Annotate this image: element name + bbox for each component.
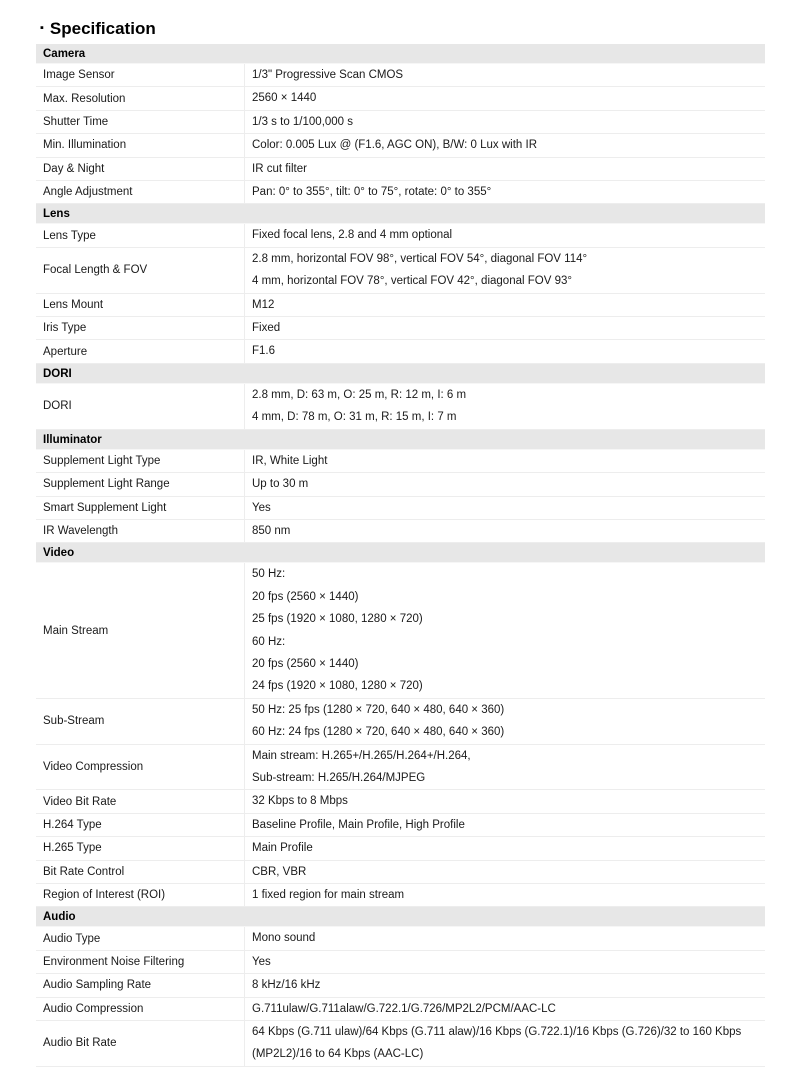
spec-row-value	[245, 111, 765, 133]
spec-row	[36, 699, 765, 745]
spec-row-value	[245, 951, 765, 973]
spec-row	[36, 951, 765, 974]
spec-value-line: 1/3" Progressive Scan CMOS	[252, 69, 404, 81]
spec-row	[36, 158, 765, 181]
spec-value-line: 2.8 mm, D: 63 m, O: 25 m, R: 12 m, I: 6 m	[252, 388, 467, 401]
spec-row-value	[245, 814, 765, 836]
spec-row-value	[245, 384, 765, 429]
spec-row	[36, 473, 765, 496]
spec-value-line: IR, White Light	[252, 454, 328, 467]
spec-row-label: Environment Noise Filtering	[36, 951, 245, 973]
spec-row	[36, 340, 765, 363]
spec-value-line: Up to 30 m	[252, 478, 309, 491]
section-header-video: Video	[36, 543, 765, 563]
spec-value-line: Sub-stream: H.265/H.264/MJPEG	[252, 771, 426, 784]
section-header-camera: Camera	[36, 44, 765, 64]
spec-value-line: Yes	[252, 955, 271, 968]
spec-row	[36, 998, 765, 1021]
spec-value-line: 25 fps (1920 × 1080, 1280 × 720)	[252, 613, 423, 626]
spec-row-label: Audio Compression	[36, 998, 245, 1020]
section-header-illuminator: Illuminator	[36, 430, 765, 450]
spec-value-line: Fixed	[252, 322, 281, 335]
spec-row-value	[245, 745, 765, 790]
spec-row-label: Lens Mount	[36, 294, 245, 316]
spec-row-label: Video Bit Rate	[36, 790, 245, 812]
spec-row-value	[245, 224, 765, 246]
spec-value-line: Fixed focal lens, 2.8 and 4 mm optional	[252, 229, 453, 242]
spec-row-label: Image Sensor	[36, 64, 245, 86]
spec-row	[36, 974, 765, 997]
spec-value-line: 1 fixed region for main stream	[252, 889, 405, 901]
spec-row-value	[245, 248, 765, 293]
spec-row-value	[245, 158, 765, 180]
spec-row	[36, 450, 765, 473]
spec-value-line: 4 mm, horizontal FOV 78°, vertical FOV 42°, diagonal FOV 93°	[252, 275, 572, 288]
spec-row-value	[245, 497, 765, 519]
page-title	[40, 19, 800, 39]
spec-row-value	[245, 294, 765, 316]
spec-row	[36, 927, 765, 950]
spec-row-value	[245, 790, 765, 812]
page-title-text: Specification	[49, 19, 156, 38]
spec-row-value	[245, 450, 765, 472]
section-header-lens: Lens	[36, 204, 765, 224]
spec-row-label: Video Compression	[36, 745, 245, 790]
spec-value-line: Mono sound	[252, 932, 316, 945]
spec-row-label: Focal Length & FOV	[36, 248, 245, 293]
spec-row-label: Region of Interest (ROI)	[36, 884, 245, 906]
spec-row-label: Audio Type	[36, 927, 245, 949]
spec-row-label: H.264 Type	[36, 814, 245, 836]
spec-row-label: Max. Resolution	[36, 87, 245, 109]
spec-row-value	[245, 861, 765, 883]
spec-value-line: 64 Kbps (G.711 ulaw)/64 Kbps (G.711 alaw)/16 Kbps (G.722.1)/16 Kbps (G.726)/32 to 160 Kbps (MP2L2)/16 to 64 Kbps (AAC-LC)	[252, 1026, 742, 1061]
spec-row	[36, 563, 765, 698]
spec-row	[36, 745, 765, 791]
spec-row-label: Sub-Stream	[36, 699, 245, 744]
spec-row-value	[245, 837, 765, 859]
spec-row	[36, 181, 765, 204]
spec-row-label: Supplement Light Type	[36, 450, 245, 472]
spec-value-line: Main stream: H.265+/H.265/H.264+/H.264,	[252, 749, 471, 762]
spec-row-value	[245, 520, 765, 542]
spec-row	[36, 294, 765, 317]
spec-row-value	[245, 927, 765, 949]
spec-row	[36, 87, 765, 110]
spec-row	[36, 384, 765, 430]
spec-row-value	[245, 134, 765, 156]
spec-value-line: Baseline Profile, Main Profile, High Profile	[252, 818, 465, 831]
spec-row	[36, 790, 765, 813]
spec-row-value	[245, 974, 765, 996]
specification-table	[36, 44, 765, 1067]
spec-row-label: Min. Illumination	[36, 134, 245, 156]
spec-row-value	[245, 473, 765, 495]
spec-value-line: 60 Hz:	[252, 635, 286, 648]
spec-value-line: 2.8 mm, horizontal FOV 98°, vertical FOV 54°, diagonal FOV 114°	[252, 252, 588, 265]
spec-row-value	[245, 87, 765, 109]
spec-row-value	[245, 64, 765, 86]
spec-row-label: Lens Type	[36, 224, 245, 246]
spec-row	[36, 497, 765, 520]
spec-row	[36, 884, 765, 907]
spec-value-line: 1/3 s to 1/100,000 s	[252, 115, 354, 128]
spec-row-label: Audio Bit Rate	[36, 1021, 245, 1066]
spec-row	[36, 134, 765, 157]
spec-value-line: 32 Kbps to 8 Mbps	[252, 795, 348, 808]
spec-value-line: G.711ulaw/G.711alaw/G.722.1/G.726/MP2L2/PCM/AAC-LC	[252, 1002, 556, 1015]
spec-row-value	[245, 884, 765, 906]
spec-value-line: 850 nm	[252, 524, 291, 537]
spec-row-label: Day & Night	[36, 158, 245, 180]
spec-row-label: Angle Adjustment	[36, 181, 245, 203]
spec-row-label: Audio Sampling Rate	[36, 974, 245, 996]
spec-row	[36, 814, 765, 837]
spec-row-value	[245, 340, 765, 362]
spec-value-line: M12	[252, 298, 275, 311]
section-header-dori: DORI	[36, 364, 765, 384]
spec-value-line: Pan: 0° to 355°, tilt: 0° to 75°, rotate: 0° to 355°	[252, 186, 492, 199]
spec-value-line: F1.6	[252, 345, 276, 358]
spec-row-label: H.265 Type	[36, 837, 245, 859]
spec-row-label: DORI	[36, 384, 245, 429]
square-bullet-icon: ▪	[40, 22, 44, 34]
spec-row	[36, 317, 765, 340]
spec-value-line: CBR, VBR	[252, 865, 307, 878]
spec-value-line: 60 Hz: 24 fps (1280 × 720, 640 × 480, 640 × 360)	[252, 726, 505, 739]
spec-row	[36, 111, 765, 134]
spec-value-line: 8 kHz/16 kHz	[252, 979, 321, 992]
spec-value-line: 2560 × 1440	[252, 92, 317, 105]
spec-row-label: Main Stream	[36, 563, 245, 697]
spec-row-label: Shutter Time	[36, 111, 245, 133]
spec-row-label: Bit Rate Control	[36, 861, 245, 883]
spec-value-line: 50 Hz:	[252, 568, 286, 581]
spec-value-line: Main Profile	[252, 842, 313, 855]
spec-row-value	[245, 181, 765, 203]
spec-value-line: IR cut filter	[252, 162, 307, 175]
spec-row-label: Supplement Light Range	[36, 473, 245, 495]
spec-row	[36, 248, 765, 294]
spec-value-line: 20 fps (2560 × 1440)	[252, 590, 359, 603]
spec-row-value	[245, 563, 765, 697]
spec-value-line: Color: 0.005 Lux @ (F1.6, AGC ON), B/W: 0 Lux with IR	[252, 139, 538, 152]
spec-row-value	[245, 1021, 765, 1066]
spec-row	[36, 224, 765, 247]
spec-row-label: Iris Type	[36, 317, 245, 339]
spec-value-line: 24 fps (1920 × 1080, 1280 × 720)	[252, 680, 423, 693]
spec-value-line: 4 mm, D: 78 m, O: 31 m, R: 15 m, I: 7 m	[252, 411, 457, 424]
spec-row-value	[245, 998, 765, 1020]
spec-row	[36, 520, 765, 543]
spec-value-line: Yes	[252, 501, 271, 514]
spec-row	[36, 64, 765, 87]
spec-row-value	[245, 317, 765, 339]
section-header-audio: Audio	[36, 907, 765, 927]
spec-row-label: Smart Supplement Light	[36, 497, 245, 519]
spec-row-value	[245, 699, 765, 744]
spec-row-label: Aperture	[36, 340, 245, 362]
spec-value-line: 20 fps (2560 × 1440)	[252, 657, 359, 670]
spec-row-label: IR Wavelength	[36, 520, 245, 542]
spec-row	[36, 1021, 765, 1067]
spec-row	[36, 861, 765, 884]
spec-value-line: 50 Hz: 25 fps (1280 × 720, 640 × 480, 640 × 360)	[252, 703, 505, 716]
spec-row	[36, 837, 765, 860]
